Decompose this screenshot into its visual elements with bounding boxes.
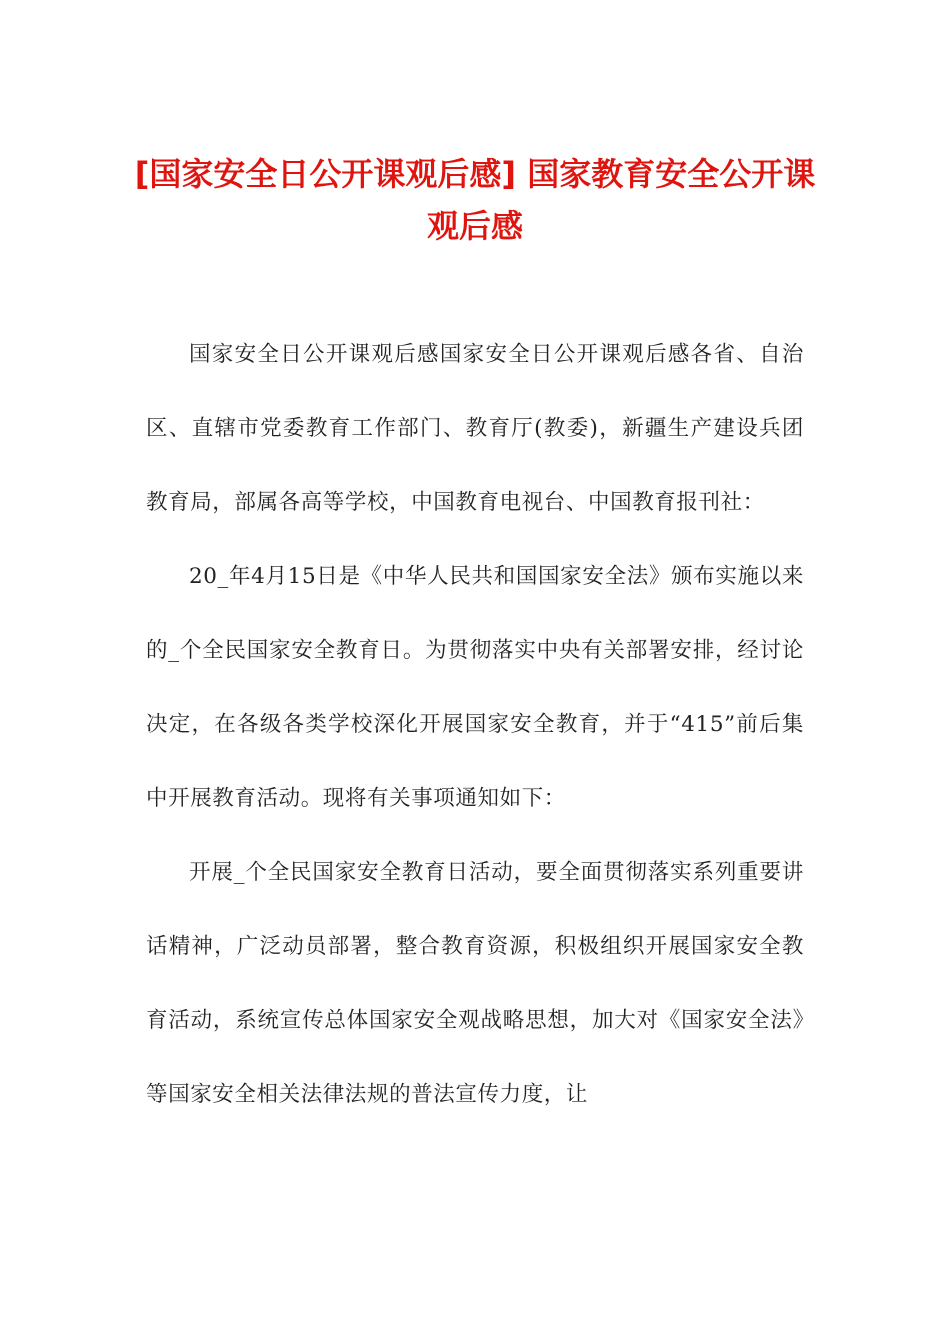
body-paragraph-1: 国家安全日公开课观后感国家安全日公开课观后感各省、自治区、直辖市党委教育工作部门、教育厅(教委)，新疆生产建设兵团教育局，部属各高等学校，中国教育电视台、中国教育报刊社： <box>146 342 804 515</box>
body-paragraph-3: 开展_个全民国家安全教育日活动，要全面贯彻落实系列重要讲话精神，广泛动员部署，整合教育资源，积极组织开展国家安全教育活动，系统宣传总体国家安全观战略思想，加大对《国家安全法》等国家安全相关法律法规的普法宣传力度，让 <box>146 860 804 1107</box>
body-paragraph-2: 20_年4月15日是《中华人民共和国国家安全法》颁布实施以来的_个全民国家安全教育日。为贯彻落实中央有关部署安排，经讨论决定，在各级各类学校深化开展国家安全教育，并于“415”前后集中开展教育活动。现将有关事项通知如下： <box>146 564 804 811</box>
document-body <box>146 318 804 1132</box>
document-title: [国家安全日公开课观后感] 国家教育安全公开课观后感 <box>134 155 816 245</box>
